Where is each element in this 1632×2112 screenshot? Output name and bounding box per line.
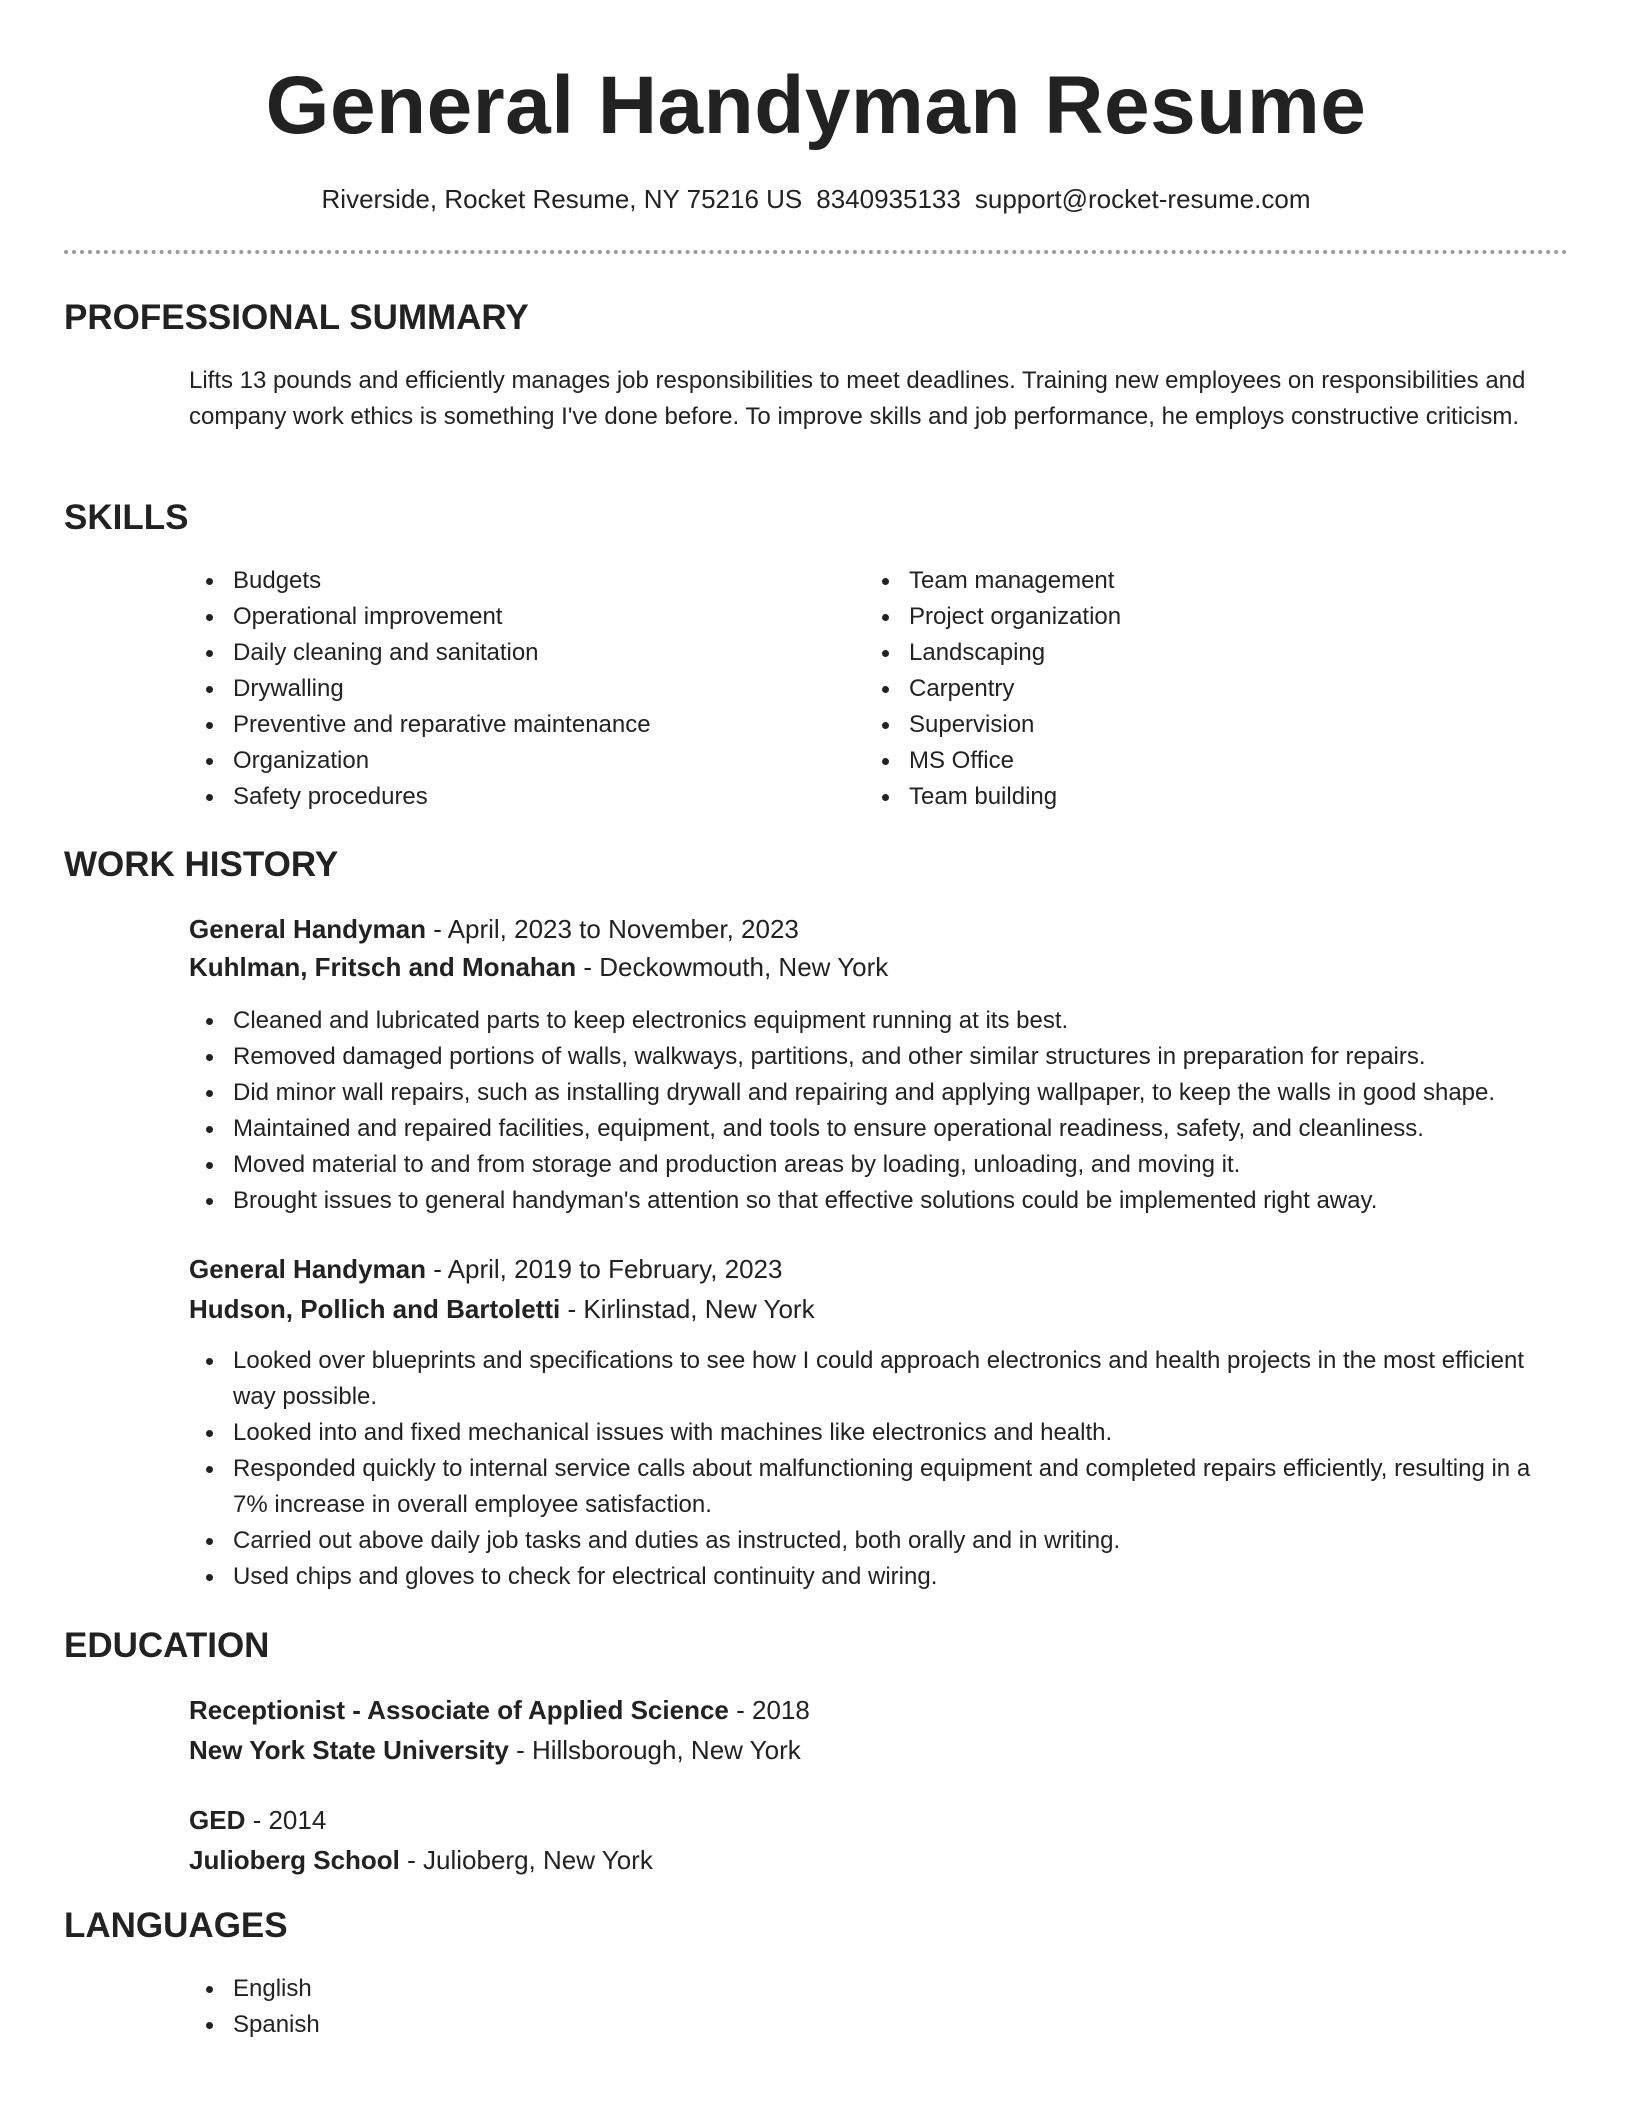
education-degree: GED [189,1805,246,1835]
skill-item: Operational improvement [189,599,849,635]
contact-line [0,182,1632,216]
languages-heading: LANGUAGES [64,1906,288,1945]
job-dates: - April, 2023 to November, 2023 [425,914,799,944]
job-bullet: Responded quickly to internal service calls about malfunctioning equipment and completed repairs efficiently, resulting in a 7% increase in overall employee satisfaction. [189,1451,1539,1523]
education-degree: Receptionist - Associate of Applied Science [189,1695,729,1725]
education-heading: EDUCATION [64,1626,270,1665]
skill-item: Preventive and reparative maintenance [189,707,849,743]
skill-item: Budgets [189,563,849,599]
skills-heading: SKILLS [64,498,189,537]
job-bullet: Cleaned and lubricated parts to keep electronics equipment running at its best. [189,1003,1569,1039]
job-bullet: Did minor wall repairs, such as installing drywall and repairing and applying wallpaper, to keep the walls in good shape. [189,1075,1569,1111]
job-title: General Handyman [189,914,426,944]
skill-item: Supervision [865,707,1555,743]
contact-address: Riverside, Rocket Resume, NY 75216 US [321,184,803,214]
education-degree-line [189,1693,810,1727]
job-bullets [189,1003,1569,1219]
skill-item: Daily cleaning and sanitation [189,635,849,671]
skills-list-left [189,563,849,815]
job-bullets [189,1343,1539,1595]
skill-item: Team building [865,779,1555,815]
resume-title: General Handyman Resume [265,60,1367,151]
skill-item: Team management [865,563,1555,599]
contact-phone: 8340935133 [816,184,961,214]
skill-item: Safety procedures [189,779,849,815]
job-title-line [189,912,799,946]
contact-email: support@rocket-resume.com [974,184,1311,214]
job-title-line [189,1252,782,1286]
job-company-line [189,950,888,984]
job-bullet: Brought issues to general handyman's attention so that effective solutions could be implemented right away. [189,1183,1569,1219]
job-bullet: Carried out above daily job tasks and duties as instructed, both orally and in writing. [189,1523,1539,1559]
job-bullet: Removed damaged portions of walls, walkways, partitions, and other similar structures in preparation for repairs. [189,1039,1569,1075]
skill-item: Drywalling [189,671,849,707]
education-year: - 2018 [728,1695,810,1725]
skill-item: Organization [189,743,849,779]
job-company: Hudson, Pollich and Bartoletti [189,1294,561,1324]
skill-item: MS Office [865,743,1555,779]
job-bullet: Looked over blueprints and specifications to see how I could approach electronics and health projects in the most efficient way possible. [189,1343,1539,1415]
job-bullet: Used chips and gloves to check for electrical continuity and wiring. [189,1559,1539,1595]
education-school: New York State University [189,1735,509,1765]
header-divider [64,250,1568,254]
languages-list [189,1971,789,2043]
education-location: - Hillsborough, New York [508,1735,801,1765]
job-dates: - April, 2019 to February, 2023 [425,1254,783,1284]
education-year: - 2014 [245,1805,327,1835]
skill-item: Project organization [865,599,1555,635]
work-heading: WORK HISTORY [64,845,339,884]
job-bullet: Moved material to and from storage and production areas by loading, unloading, and moving it. [189,1147,1569,1183]
education-school-line [189,1843,653,1877]
language-item: Spanish [189,2007,789,2043]
job-location: - Deckowmouth, New York [576,952,889,982]
summary-text: Lifts 13 pounds and efficiently manages job responsibilities to meet deadlines. Training new employees on responsibilities and company work ethics is something I've done before. To improve skills and job performance, he employs constructive criticism. [189,367,1526,430]
job-location: - Kirlinstad, New York [560,1294,815,1324]
job-company-line [189,1292,815,1326]
job-bullet: Looked into and fixed mechanical issues with machines like electronics and health. [189,1415,1539,1451]
education-degree-line [189,1803,326,1837]
education-location: - Julioberg, New York [399,1845,653,1875]
language-item: English [189,1971,789,2007]
job-title: General Handyman [189,1254,426,1284]
education-school-line [189,1733,801,1767]
summary-heading: PROFESSIONAL SUMMARY [64,298,529,337]
skill-item: Carpentry [865,671,1555,707]
skills-list-right [865,563,1555,815]
skill-item: Landscaping [865,635,1555,671]
job-company: Kuhlman, Fritsch and Monahan [189,952,577,982]
job-bullet: Maintained and repaired facilities, equipment, and tools to ensure operational readiness, safety, and cleanliness. [189,1111,1569,1147]
education-school: Julioberg School [189,1845,400,1875]
